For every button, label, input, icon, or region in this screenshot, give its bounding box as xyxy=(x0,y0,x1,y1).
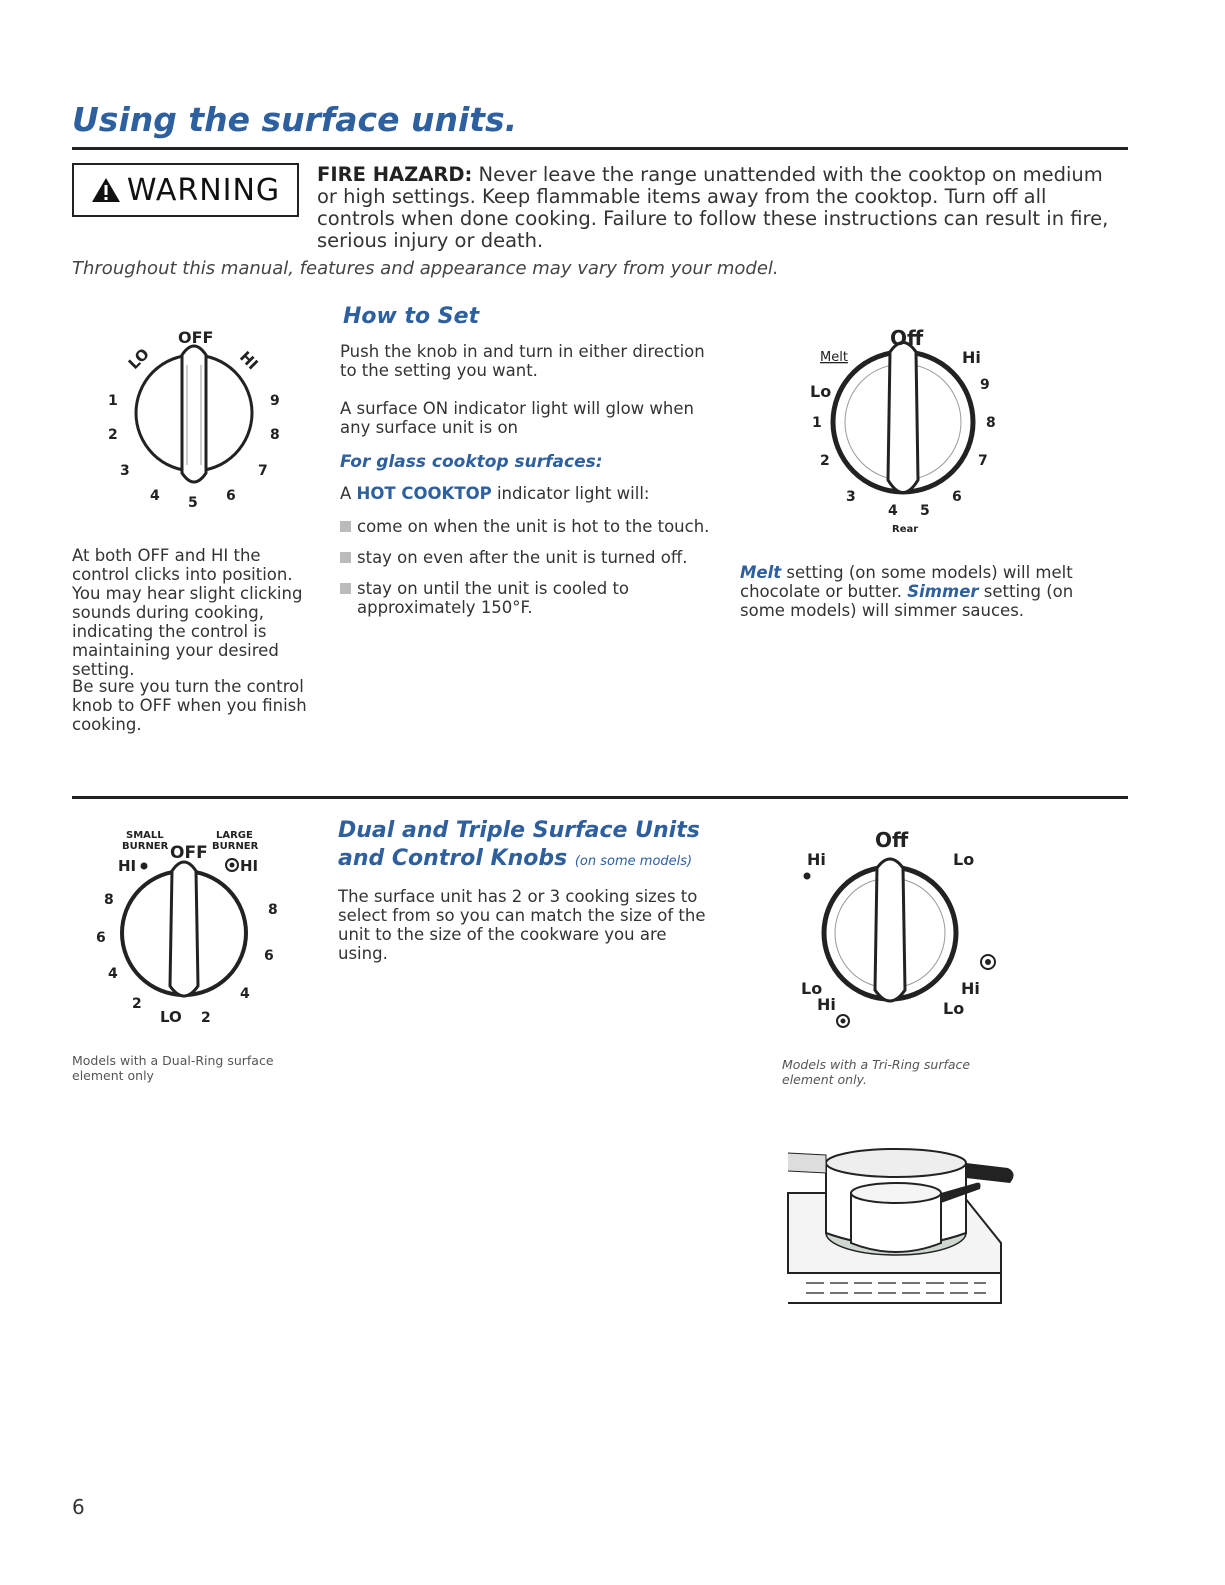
control-knob-diagram xyxy=(74,305,314,525)
dual-heading-line2: and Control Knobs xyxy=(338,846,568,871)
knob-label-hi-right: Hi xyxy=(961,979,980,998)
knob-label-4-right: 4 xyxy=(240,986,250,1002)
knob-label-hi-top: Hi xyxy=(807,850,826,869)
knob-label-hi-left: Hi xyxy=(817,995,836,1014)
hot-cooktop-bullets xyxy=(340,517,710,629)
bullet-square-icon xyxy=(340,521,351,532)
melt-caption-b: setting (on some models) will simmer sauces. xyxy=(740,582,1074,620)
bullet-text: come on when the unit is hot to the touch. xyxy=(357,517,710,536)
how-to-set-p2: A surface ON indicator light will glow when any surface unit is on xyxy=(340,399,694,437)
knob-label-hi-small: HI xyxy=(118,857,137,875)
knob-label-5: 5 xyxy=(920,503,930,519)
model-variation-note: Throughout this manual, features and appearance may vary from your model. xyxy=(72,258,779,279)
knob-label-2-right: 2 xyxy=(201,1010,211,1026)
knob-label-6: 6 xyxy=(952,489,962,505)
hot-cooktop-label: HOT COOKTOP xyxy=(356,484,492,503)
how-to-set-p1: Push the knob in and turn in either direction to the setting you want. xyxy=(340,342,705,380)
glass-cooktop-heading: For glass cooktop surfaces: xyxy=(340,452,603,472)
knob-label-8-left: 8 xyxy=(104,892,114,908)
dual-triple-text: The surface unit has 2 or 3 cooking sizes to select from so you can match the size of the unit to the size of the cookware you are using. xyxy=(338,887,706,963)
dual-heading-line1: Dual and Triple Surface Units xyxy=(338,818,700,843)
knob-label-1: 1 xyxy=(812,415,822,431)
section-rule xyxy=(72,796,1128,799)
bullet-item xyxy=(340,548,710,567)
melt-word: Melt xyxy=(740,563,782,582)
hot-cooktop-line xyxy=(340,484,720,503)
dual-ring-knob-diagram xyxy=(74,818,314,1033)
knob-label-5: 5 xyxy=(188,495,198,511)
large-burner-label-2: BURNER xyxy=(212,841,259,852)
knob-label-lo: LO xyxy=(124,344,153,373)
warning-label: WARNING xyxy=(126,172,281,208)
simmer-word: Simmer xyxy=(907,582,979,601)
knob-label-lo-top: Lo xyxy=(953,850,975,869)
bullet-item xyxy=(340,517,710,536)
knob-label-off: Off xyxy=(875,828,909,852)
knob-label-4-left: 4 xyxy=(108,966,118,982)
bullet-square-icon xyxy=(340,583,351,594)
dual-triple-heading xyxy=(338,817,700,876)
knob-label-rear: Rear xyxy=(892,524,919,535)
bullet-square-icon xyxy=(340,552,351,563)
dual-heading-note: (on some models) xyxy=(574,854,693,869)
knob-handle xyxy=(182,346,206,482)
knob-label-hi-large: HI xyxy=(240,857,259,875)
knob-label-9: 9 xyxy=(270,393,280,409)
melt-simmer-caption xyxy=(740,563,1120,620)
warning-text xyxy=(317,164,1127,252)
dual-ring-caption: Models with a Dual-Ring surface element only xyxy=(72,1053,274,1083)
warning-box xyxy=(72,163,299,217)
hot-prefix: A xyxy=(340,484,352,503)
fire-hazard-label: FIRE HAZARD: xyxy=(317,163,473,186)
knob-label-2: 2 xyxy=(108,427,118,443)
small-burner-label-2: BURNER xyxy=(122,841,169,852)
knob-label-9: 9 xyxy=(980,377,990,393)
knob-click-caption: At both OFF and HI the control clicks into position. You may hear slight clicking sounds during cooking, indicating the control is maintaining your desired setting. xyxy=(72,546,303,679)
knob-label-6: 6 xyxy=(226,488,236,504)
cookware-illustration xyxy=(786,1133,1026,1323)
hot-suffix: indicator light will: xyxy=(496,484,650,503)
knob-label-lo: LO xyxy=(160,1008,182,1026)
knob-label-lo: Lo xyxy=(810,382,832,401)
knob-label-lo-left: Lo xyxy=(801,979,823,998)
knob-label-2-left: 2 xyxy=(132,996,142,1012)
large-burner-label: LARGE xyxy=(216,830,253,841)
knob-label-off: OFF xyxy=(170,843,208,863)
knob-label-8: 8 xyxy=(270,427,280,443)
knob-label-2: 2 xyxy=(820,453,830,469)
knob-label-6-left: 6 xyxy=(96,930,106,946)
knob-label-7: 7 xyxy=(258,463,268,479)
knob-label-hi: Hi xyxy=(962,348,981,367)
knob-handle xyxy=(888,343,918,493)
knob-handle xyxy=(170,862,198,996)
knob-label-1: 1 xyxy=(108,393,118,409)
title-rule xyxy=(72,147,1128,150)
knob-label-4: 4 xyxy=(150,488,160,504)
knob-label-3: 3 xyxy=(120,463,130,479)
knob-label-off: OFF xyxy=(178,328,214,347)
page-number: 6 xyxy=(72,1495,85,1519)
melt-caption-a: setting (on some models) will melt chocolate or butter. xyxy=(740,563,1073,601)
bullet-text: stay on even after the unit is turned off. xyxy=(357,548,688,567)
knob-label-7: 7 xyxy=(978,453,988,469)
knob-label-8: 8 xyxy=(986,415,996,431)
knob-label-hi: HI xyxy=(236,347,262,374)
knob-label-4: 4 xyxy=(888,503,898,519)
warning-body: Never leave the range unattended with the cooktop on medium or high settings. Keep flammable items away from the cooktop. Turn off all controls when done cooking. Failure to follow these instructions can result in fire, serious injury or death. xyxy=(317,163,1109,252)
melt-knob-diagram xyxy=(790,305,1030,540)
knob-off-caption: Be sure you turn the control knob to OFF when you finish cooking. xyxy=(72,677,307,734)
tri-ring-knob-diagram xyxy=(785,818,1025,1038)
how-to-set-heading: How to Set xyxy=(343,304,480,329)
page-title: Using the surface units. xyxy=(72,100,518,139)
knob-handle xyxy=(875,859,905,1001)
small-burner-label: SMALL xyxy=(126,830,164,841)
knob-label-6-right: 6 xyxy=(264,948,274,964)
knob-label-melt: Melt xyxy=(820,350,848,365)
knob-label-3: 3 xyxy=(846,489,856,505)
bullet-text: stay on until the unit is cooled to approximately 150°F. xyxy=(357,579,630,617)
knob-label-8-right: 8 xyxy=(268,902,278,918)
knob-label-off: Off xyxy=(890,326,924,350)
knob-label-lo-right: Lo xyxy=(943,999,965,1018)
warning-triangle-icon xyxy=(91,176,121,204)
bullet-item xyxy=(340,579,710,617)
tri-ring-caption: Models with a Tri-Ring surface element only. xyxy=(782,1057,971,1087)
